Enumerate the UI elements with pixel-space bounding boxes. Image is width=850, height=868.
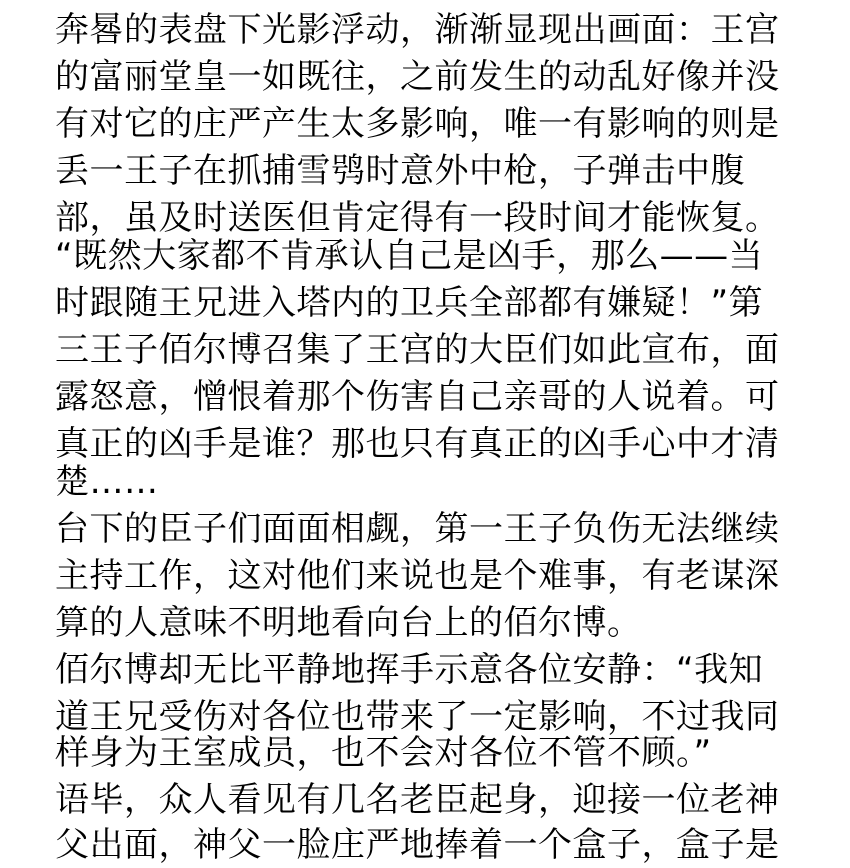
text-line: 样身为王室成员，也不会对各位不管不顾。” <box>55 733 712 773</box>
text-line: “既然大家都不肯承认自己是凶手，那么——当 <box>55 236 764 276</box>
text-line: 父出面，神父一脸庄严地捧着一个盒子，盒子是 <box>55 825 780 865</box>
text-line: 三王子佰尔博召集了王宫的大臣们如此宣布，面 <box>55 330 780 370</box>
text-line: 露怒意，憎恨着那个伤害自己亲哥的人说着。可 <box>55 377 780 417</box>
text-line: 台下的臣子们面面相觑，第一王子负伤无法继续 <box>55 509 780 549</box>
text-line: 丢一王子在抓捕雪鸮时意外中枪，子弹击中腹 <box>55 151 745 191</box>
text-line: 语毕，众人看见有几名老臣起身，迎接一位老神 <box>55 780 780 820</box>
text-line: 奔晷的表盘下光影浮动，渐渐显现出画面：王宫 <box>55 10 780 50</box>
text-line: 部，虽及时送医但肯定得有一段时间才能恢复。 <box>55 198 780 238</box>
text-line: 有对它的庄严产生太多影响，唯一有影响的则是 <box>55 104 780 144</box>
text-line: 道王兄受伤对各位也带来了一定影响，不过我同 <box>55 697 780 737</box>
text-line: 楚…… <box>55 462 159 502</box>
text-line: 真正的凶手是谁？那也只有真正的凶手心中才清 <box>55 424 780 464</box>
text-line: 时跟随王兄进入塔内的卫兵全部都有嫌疑！”第 <box>55 283 764 323</box>
text-line: 主持工作，这对他们来说也是个难事，有老谋深 <box>55 556 780 596</box>
text-line: 的富丽堂皇一如既往，之前发生的动乱好像并没 <box>55 57 780 97</box>
text-line: 佰尔博却无比平静地挥手示意各位安静：“我知 <box>55 650 764 690</box>
text-line: 算的人意味不明地看向台上的佰尔博。 <box>55 603 642 643</box>
